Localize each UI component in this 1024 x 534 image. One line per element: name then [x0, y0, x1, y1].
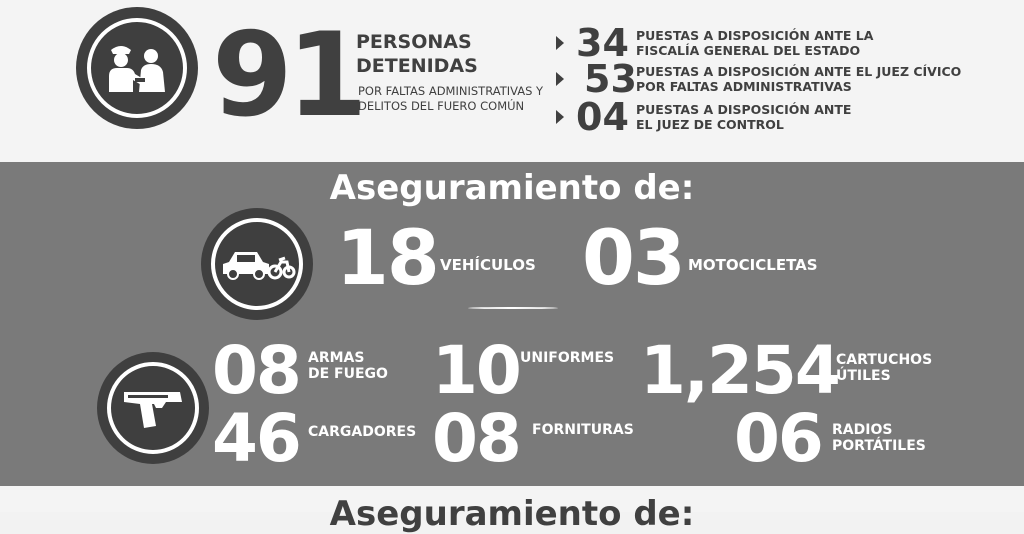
- puesta-label-line1: PUESTAS A DISPOSICIÓN ANTE EL JUEZ CÍVICO: [636, 64, 962, 79]
- detained-title-line1: PERSONAS: [356, 31, 472, 53]
- next-section-heading: Aseguramiento de:: [329, 494, 695, 534]
- arrest-icon-badge: [76, 7, 198, 129]
- cartridges-label-line1: CARTUCHOS: [836, 352, 933, 368]
- next-section: [0, 486, 1024, 534]
- puesta-label: [636, 64, 961, 94]
- seizure-heading: Aseguramiento de:: [329, 168, 695, 208]
- puesta-number: 04: [576, 95, 629, 139]
- car-motorcycle-icon: [219, 244, 295, 284]
- handgun-icon: [122, 386, 184, 430]
- firearms-label-line1: ARMAS: [308, 350, 365, 366]
- cartridges-label: [836, 352, 932, 384]
- cartridges-count: 1,254: [640, 332, 839, 409]
- radios-label: [832, 422, 926, 454]
- police-arrest-icon: [105, 40, 169, 96]
- motorcycles-label: MOTOCICLETAS: [688, 256, 818, 274]
- detained-title: [356, 30, 478, 78]
- detained-subtitle-line1: POR FALTAS ADMINISTRATIVAS Y: [358, 84, 544, 98]
- puesta-label-line2: EL JUEZ DE CONTROL: [636, 117, 784, 132]
- vehicles-count: 18: [336, 213, 438, 302]
- firearms-label-line2: DE FUEGO: [308, 366, 388, 382]
- detained-subtitle-line2: DELITOS DEL FUERO COMÚN: [358, 99, 525, 113]
- weapon-icon-badge: [97, 352, 209, 464]
- puesta-number: 53: [584, 57, 637, 101]
- puesta-label-line1: PUESTAS A DISPOSICIÓN ANTE LA: [636, 28, 874, 43]
- uniforms-count: 10: [432, 332, 520, 409]
- motorcycles-count: 03: [582, 213, 684, 302]
- firearms-label: [308, 350, 388, 382]
- belts-label: FORNITURAS: [532, 422, 634, 438]
- detained-section: [0, 0, 1024, 162]
- seizure-section: [0, 162, 1024, 486]
- arrow-right-icon: [556, 36, 564, 50]
- magazines-count: 46: [212, 400, 300, 477]
- arrow-right-icon: [556, 72, 564, 86]
- vehicles-label: VEHÍCULOS: [440, 256, 536, 274]
- puesta-label-line1: PUESTAS A DISPOSICIÓN ANTE: [636, 102, 852, 117]
- cartridges-label-line2: ÚTILES: [836, 368, 891, 384]
- uniforms-label: UNIFORMES: [520, 350, 615, 366]
- detained-subtitle: [358, 84, 543, 114]
- vehicles-icon-badge: [201, 208, 313, 320]
- radios-label-line1: RADIOS: [832, 422, 893, 438]
- radios-count: 06: [734, 400, 822, 477]
- belts-count: 08: [432, 400, 520, 477]
- puesta-label: [636, 102, 851, 132]
- arrow-right-icon: [556, 110, 564, 124]
- puesta-number: 34: [576, 21, 629, 65]
- puesta-label-line2: POR FALTAS ADMINISTRATIVAS: [636, 79, 852, 94]
- detained-title-line2: DETENIDAS: [356, 55, 478, 77]
- magazines-label: CARGADORES: [308, 424, 417, 440]
- radios-label-line2: PORTÁTILES: [832, 438, 926, 454]
- puesta-label-line2: FISCALÍA GENERAL DEL ESTADO: [636, 43, 861, 58]
- puesta-label: [636, 28, 873, 58]
- detained-count: 91: [212, 8, 362, 143]
- separator: [468, 307, 558, 309]
- firearms-count: 08: [212, 332, 300, 409]
